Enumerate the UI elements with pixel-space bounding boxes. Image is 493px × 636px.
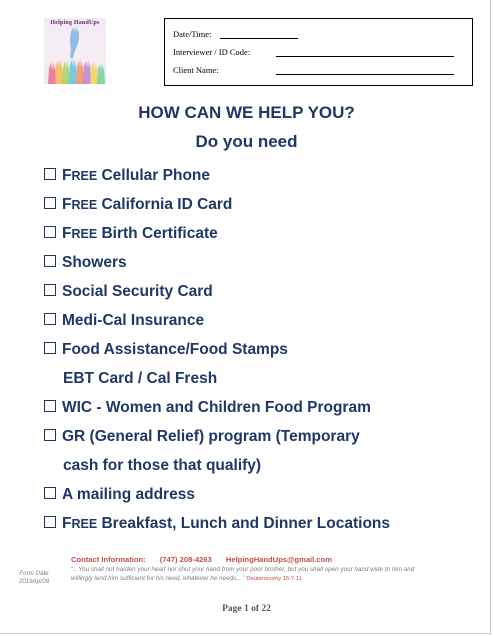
date-time-field[interactable] bbox=[220, 38, 298, 39]
checkbox[interactable] bbox=[44, 255, 56, 267]
form-date-label: Form Date bbox=[19, 570, 49, 577]
item-text: Breakfast, Lunch and Dinner Locations bbox=[97, 515, 390, 532]
item-text: Social Security Card bbox=[62, 283, 213, 300]
checkbox[interactable] bbox=[44, 516, 56, 528]
free-label: FREE bbox=[62, 167, 98, 184]
free-label: FREE bbox=[62, 515, 98, 532]
checkbox[interactable] bbox=[44, 400, 56, 412]
checkbox[interactable] bbox=[44, 226, 56, 238]
logo-hands-graphic bbox=[44, 18, 106, 84]
form-date-value: 2019Apr08 bbox=[18, 578, 50, 585]
main-heading: HOW CAN WE HELP YOU? bbox=[138, 103, 355, 122]
checkbox[interactable] bbox=[44, 487, 56, 499]
item-text: California ID Card bbox=[97, 196, 233, 213]
scripture-quote bbox=[71, 565, 416, 584]
contact-label: Contact Information: bbox=[71, 555, 146, 564]
checkbox[interactable] bbox=[44, 284, 56, 296]
checklist-item-meal-locations[interactable] bbox=[44, 513, 390, 535]
interviewer-field[interactable] bbox=[276, 56, 454, 57]
item-text: Cellular Phone bbox=[97, 167, 211, 184]
checklist-item-showers[interactable] bbox=[44, 252, 127, 274]
client-name-field[interactable] bbox=[276, 74, 454, 75]
contact-information bbox=[71, 555, 411, 564]
checklist-item-wic[interactable] bbox=[44, 397, 371, 419]
logo-title: Helping HandUps bbox=[50, 20, 100, 26]
checklist-item-social-security[interactable] bbox=[44, 281, 213, 303]
checklist-item-food-assistance[interactable] bbox=[44, 339, 288, 361]
item-text: Birth Certificate bbox=[97, 225, 218, 242]
item-text: Showers bbox=[62, 254, 127, 271]
contact-email[interactable]: HelpingHandUps@gmail.com bbox=[225, 555, 332, 564]
helping-handups-logo bbox=[44, 18, 106, 84]
form-date bbox=[14, 570, 54, 586]
checklist-item-general-relief[interactable] bbox=[44, 426, 360, 448]
quote-reference: Deuteronomy 15:7-11 bbox=[246, 576, 302, 582]
item-text: A mailing address bbox=[62, 486, 195, 503]
date-time-label: Date/Time: bbox=[173, 29, 212, 39]
checklist-item-birth-certificate[interactable] bbox=[44, 223, 218, 245]
contact-phone[interactable]: (747) 208-4263 bbox=[159, 555, 212, 564]
checkbox[interactable] bbox=[44, 342, 56, 354]
page-number: Page 1 of 22 bbox=[222, 604, 271, 614]
checkbox[interactable] bbox=[44, 197, 56, 209]
sub-heading: Do you need bbox=[195, 132, 298, 151]
checkbox[interactable] bbox=[44, 313, 56, 325]
interview-info-box bbox=[164, 18, 473, 86]
item-text: WIC - Women and Children Food Program bbox=[62, 399, 371, 416]
client-name-label: Client Name: bbox=[173, 65, 219, 75]
quote-text: “.. You shall not harden your heart nor shut your hand from your poor brother, but you shall open your hand wide to him and willingly lend him sufficient for his need, whatever he needs…” bbox=[71, 566, 415, 582]
checklist-item-cellular-phone[interactable] bbox=[44, 165, 210, 187]
item-text: Food Assistance/Food Stamps bbox=[62, 341, 288, 358]
food-assistance-continuation: EBT Card / Cal Fresh bbox=[63, 370, 218, 387]
item-text: Medi-Cal Insurance bbox=[62, 312, 205, 329]
general-relief-continuation: cash for those that qualify) bbox=[63, 457, 262, 474]
checklist-item-california-id[interactable] bbox=[44, 194, 232, 216]
checkbox[interactable] bbox=[44, 168, 56, 180]
item-text: GR (General Relief) program (Temporary bbox=[62, 428, 360, 445]
interviewer-label: Interviewer / ID Code: bbox=[173, 47, 251, 57]
free-label: FREE bbox=[62, 225, 98, 242]
checklist-item-mailing-address[interactable] bbox=[44, 484, 195, 506]
checkbox[interactable] bbox=[44, 429, 56, 441]
free-label: FREE bbox=[62, 196, 98, 213]
checklist-item-medi-cal[interactable] bbox=[44, 310, 204, 332]
